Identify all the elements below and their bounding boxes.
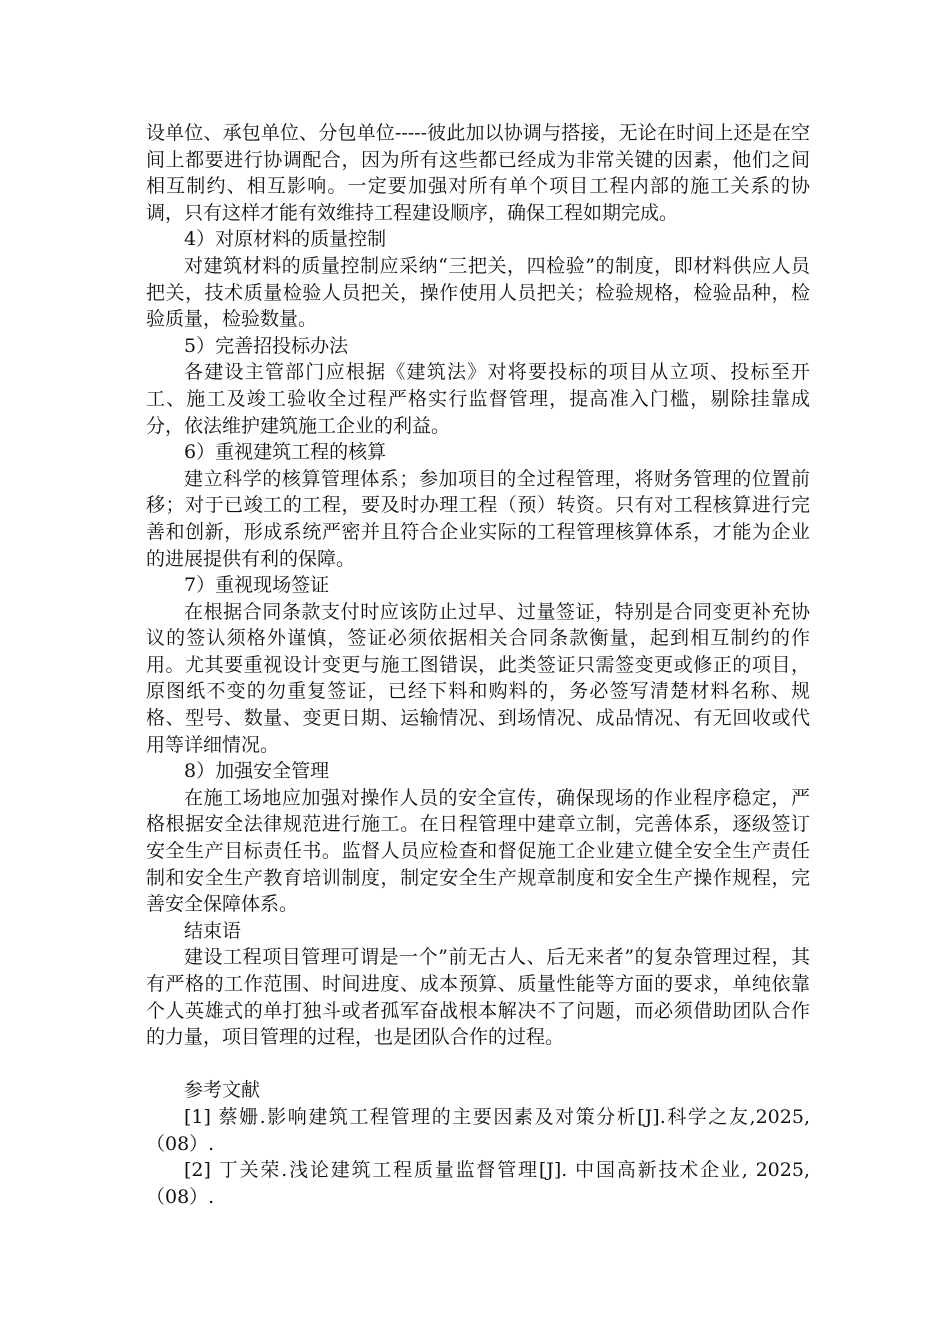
document-body <box>146 120 810 1210</box>
blank-line <box>146 1051 810 1078</box>
body-paragraph: 建设工程项目管理可谓是一个”前无古人、后无来者”的复杂管理过程，其有严格的工作范围、时间进度、成本预算、质量性能等方面的要求，单纯依靠个人英雄式的单打独斗或者孤军奋战根本解决不了问题，而必须借助团队合作的力量，项目管理的过程，也是团队合作的过程。 <box>146 946 810 1049</box>
section-heading: 5）完善招投标办法 <box>184 334 349 357</box>
reference-item: [2] 丁关荣.浅论建筑工程质量监督管理[J]. 中国高新技术企业, 2025,（08）. <box>146 1159 810 1208</box>
section-heading: 8）加强安全管理 <box>184 760 330 783</box>
body-paragraph: 在根据合同条款支付时应该防止过早、过量签证，特别是合同变更补充协议的签认须格外谨慎，签证必须依据相关合同条款衡量，起到相互制约的作用。尤其要重视设计变更与施工图错误，此类签证只需签变更或修正的项目，原图纸不变的勿重复签证，已经下料和购料的，务必签写清楚材料名称、规格、型号、数量、变更日期、运输情况、到场情况、成品情况、有无回收或代用等详细情况。 <box>146 600 810 756</box>
section-heading: 6）重视建筑工程的核算 <box>184 441 387 464</box>
reference-item: [1] 蔡姗.影响建筑工程管理的主要因素及对策分析[J].科学之友,2025,（08）. <box>146 1105 810 1155</box>
body-paragraph: 建立科学的核算管理体系；参加项目的全过程管理，将财务管理的位置前移；对于已竣工的工程，要及时办理工程（预）转资。只有对工程核算进行完善和创新，形成系统严密并且符合企业实际的工程管理核算体系，才能为企业的进展提供有利的保障。 <box>146 467 810 570</box>
section-heading: 4）对原材料的质量控制 <box>184 228 387 251</box>
body-paragraph: 在施工场地应加强对操作人员的安全宣传，确保现场的作业程序稳定，严格根据安全法律规范进行施工。在日程管理中建章立制，完善体系，逐级签订安全生产目标责任书。监督人员应检查和督促施工企业建立健全安全生产责任制和安全生产教育培训制度，制定安全生产规章制度和安全生产操作规程，完善安全保障体系。 <box>146 786 810 916</box>
references-heading: 参考文献 <box>184 1079 261 1102</box>
section-heading: 7）重视现场签证 <box>184 574 330 597</box>
body-paragraph: 设单位、承包单位、分包单位-----彼此加以协调与搭接，无论在时间上还是在空间上都要进行协调配合，因为所有这些都已经成为非常关键的因素，他们之间相互制约、相互影响。一定要加强对所有单个项目工程内部的施工关系的协调，只有这样才能有效维持工程建设顺序，确保工程如期完成。 <box>146 122 810 224</box>
body-paragraph: 各建设主管部门应根据《建筑法》对将要投标的项目从立项、投标至开工、施工及竣工验收全过程严格实行监督管理，提高准入门槛，剔除挂靠成分，依法维护建筑施工企业的利益。 <box>146 361 810 437</box>
body-paragraph: 对建筑材料的质量控制应采纳“三把关，四检验”的制度，即材料供应人员把关，技术质量检验人员把关，操作使用人员把关；检验规格，检验品种，检验质量，检验数量。 <box>146 254 810 331</box>
conclusion-heading: 结束语 <box>184 919 242 942</box>
